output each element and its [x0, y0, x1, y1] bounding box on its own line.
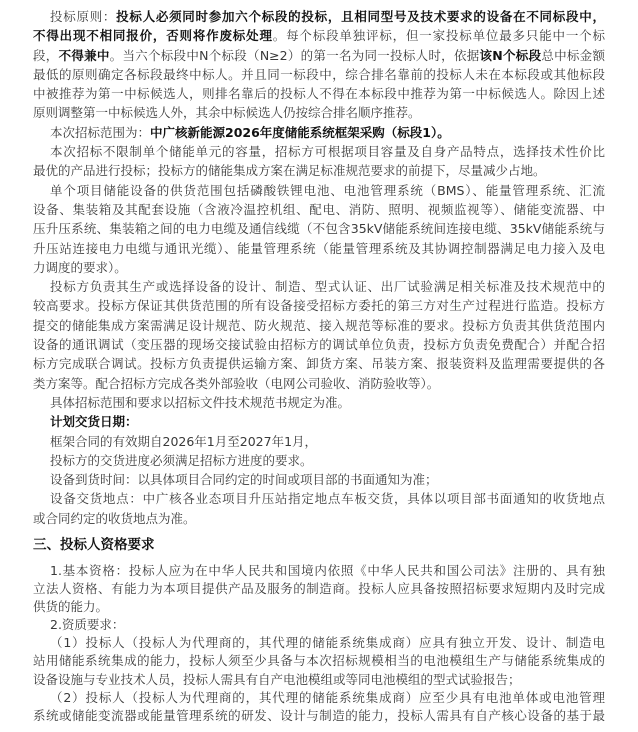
text-line	[33, 200, 605, 219]
text: 较高要求。投标方保证其供货范围的所有设备接受招标方委托的第三方对生产过程进行监造。投标方	[33, 298, 605, 314]
text-line	[33, 316, 605, 335]
text-line	[33, 580, 605, 598]
text: 类方案等。配合招标方完成各类外部验收（电网公司验收、消防验收等）。	[33, 375, 440, 391]
paragraph	[33, 470, 605, 489]
text: 设备到货时间：以具体项目合同约定的时间或项目部的书面通知为准；	[50, 472, 438, 488]
text-line	[33, 374, 605, 393]
paragraph	[33, 451, 605, 470]
text-line	[33, 432, 605, 451]
bidder-qualification-section	[33, 562, 605, 725]
text-line	[33, 598, 605, 616]
text-line	[33, 258, 605, 277]
paragraph	[33, 7, 605, 123]
text: 压升压系统、集装箱之间的电力电缆及通信线缆（不包含35kV储能系统间连接电缆、35kV储能系统与	[33, 221, 605, 237]
text: （2）投标人（投标人为代理商的，其代理的储能系统集成商）应至少具有电池单体或电池管理	[50, 689, 605, 705]
text: 最低的原则确定各标段最终中标人。并且同一标段中，综合排名靠前的投标人未在本标段或其他标段	[33, 66, 605, 82]
text: 。当六个标段中N个标段（N≥2）的第一名为同一投标人时，依据	[109, 47, 480, 63]
text-line	[33, 412, 605, 431]
text: 原则调整第一中标候选人外，其余中标候选人仍按综合排名顺序推荐。	[33, 105, 421, 121]
text: 投标方的交货进度必须满足招标方进度的要求。	[50, 452, 313, 468]
text: 段，	[33, 47, 59, 63]
text: 立法人资格、有能力为本项目提供产品及服务的制造商。投标人应具备按照招标要求短期内及时完成	[33, 581, 605, 597]
text-line	[33, 103, 605, 122]
paragraph	[33, 689, 605, 725]
text: 本次招标范围为：	[50, 124, 151, 140]
text-line	[33, 689, 605, 707]
text: 升压站连接电力电缆与通讯光缆）、能量管理系统（能量管理系统及其协调控制器满足电力接入及电	[33, 240, 605, 256]
text: 设备的通讯调试（变压器的现场交接试验由招标方的调试单位负责，投标方负责免费配合）并配合招	[33, 337, 605, 353]
text-line	[33, 470, 605, 489]
text-line	[33, 26, 605, 45]
bold-text: 投标人必须同时参加六个标段的投标，且相同型号及技术要求的设备在不同标段中，	[116, 9, 605, 24]
bold-text: 中广核新能源2026年度储能系统框架采购（标段1）。	[150, 124, 450, 140]
text: 或合同约定的收货地点为准。	[33, 510, 196, 526]
section-heading	[33, 533, 605, 557]
paragraph	[33, 123, 605, 142]
text: 站用储能系统集成的能力，投标人须至少具备与本次招标规模相当的电池模组生产与储能系统集成的	[33, 653, 605, 669]
text-line	[33, 354, 605, 373]
paragraph	[33, 181, 605, 277]
text-line	[33, 707, 605, 725]
text: 力调度的要求）。	[33, 259, 127, 275]
text-line	[33, 239, 605, 258]
text-line	[33, 296, 605, 315]
paragraph	[33, 634, 605, 688]
text: 提交的储能集成方案需满足设计规范、防火规范、接入规范等标准的要求。投标方负责其供货范围内	[33, 317, 605, 333]
text-line	[33, 451, 605, 470]
text: 投标原则：	[50, 9, 117, 24]
bold-text: 不得出现不相同报价，否则将作废标处理	[33, 28, 273, 44]
text: 中被推荐为第一中标候选人，则排名靠后的投标人不得在本标段中推荐为第一中标候选人。除因上述	[33, 86, 605, 102]
section-heading-text: 三、投标人资格要求	[33, 537, 155, 554]
text: 单个项目储能设备的供货范围包括磷酸铁锂电池、电池管理系统（BMS）、能量管理系统、汇流	[50, 182, 605, 198]
paragraph	[33, 412, 605, 431]
paragraph	[33, 277, 605, 393]
text: 本次招标不限制单个储能单元的容量，招标方可根据项目容量及自身产品特点，选择技术性价比	[50, 144, 605, 160]
procurement-scope-section	[33, 7, 605, 528]
text-line	[33, 509, 605, 528]
text-line	[33, 671, 605, 689]
text: 设备交货地点：中广核各业态项目升压站指定地点车板交货，具体以项目部书面通知的收货地点	[50, 491, 605, 507]
bold-text: 不得兼中	[58, 47, 110, 63]
text-line	[33, 616, 605, 634]
text: 供货的能力。	[33, 599, 109, 615]
text-line	[33, 161, 605, 180]
document-page	[33, 7, 605, 725]
text-line	[33, 652, 605, 670]
text-line	[33, 65, 605, 84]
text: 总中标金额	[541, 47, 605, 63]
text: 。每个标段单独评标，但一家投标单位最多只能中一个标	[272, 28, 605, 44]
text: 最优的产品进行投标；投标方的储能集成方案在满足标准规范要求的前提下，尽量减少占地。	[33, 163, 546, 179]
text: 具体招标范围和要求以招标文件技术规范书规定为准。	[50, 394, 351, 410]
text-line	[33, 562, 605, 580]
text-line	[33, 219, 605, 238]
bold-text: 该N个标段	[479, 47, 542, 63]
paragraph	[33, 432, 605, 451]
paragraph	[33, 142, 605, 181]
text: （1）投标人（投标人为代理商的，其代理的储能系统集成商）应具有独立开发、设计、制造电	[50, 635, 605, 651]
paragraph	[33, 489, 605, 528]
text: 系统或储能变流器或能量管理系统的研发、设计与制造的能力，投标人需具有自产核心设备的基于最	[33, 707, 605, 723]
text-line	[33, 335, 605, 354]
text: 标方完成联合调试。投标方负责提供运输方案、卸货方案、吊装方案、报装资料及监理需要提供的各	[33, 356, 605, 372]
text-line	[33, 84, 605, 103]
text: 2.资质要求：	[50, 617, 125, 633]
paragraph	[33, 562, 605, 616]
text: 设备、集装箱及其配套设施（含液冷温控机组、配电、消防、照明、视频监视等）、储能变流器、中	[33, 201, 605, 217]
bold-text: 计划交货日期：	[50, 414, 138, 430]
text: 投标方负责其生产或选择设备的设计、制造、型式认证、出厂试验满足相关标准及技术规范中的	[50, 279, 605, 295]
paragraph	[33, 616, 605, 634]
text-line	[33, 123, 605, 142]
paragraph	[33, 393, 605, 412]
text: 框架合同的有效期自2026年1月至2027年1月，	[50, 433, 318, 449]
text-line	[33, 7, 605, 26]
text-line	[33, 46, 605, 65]
text-line	[33, 277, 605, 296]
text-line	[33, 142, 605, 161]
text-line	[33, 393, 605, 412]
text-line	[33, 489, 605, 508]
text-line	[33, 181, 605, 200]
text: 1.基本资格：投标人应为在中华人民共和国境内依照《中华人民共和国公司法》注册的、具有独	[50, 563, 605, 579]
text-line	[33, 634, 605, 652]
text: 设备设施与专业技术人员，投标人需具有自产电池模组或等同电池模组的型式试验报告；	[33, 671, 521, 687]
